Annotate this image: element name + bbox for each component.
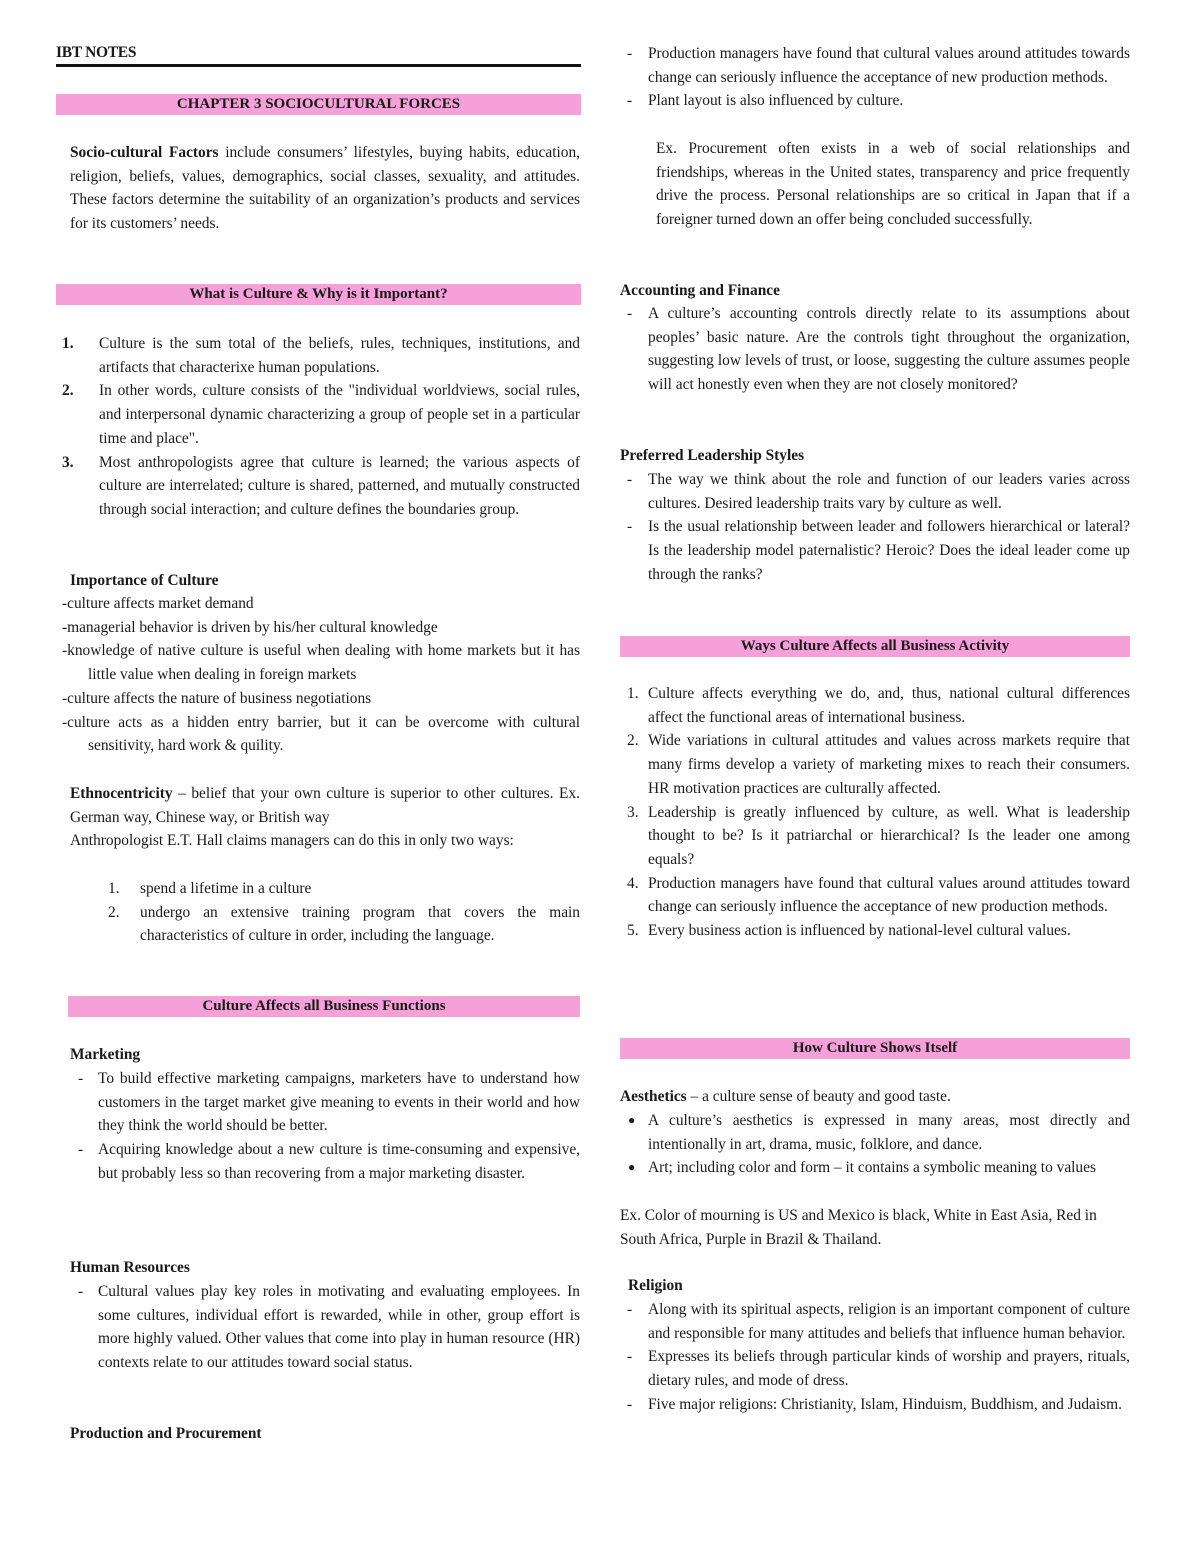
list-text: Production managers have found that cultural values around attitudes toward change can seriously influence the acceptance of new production methods. <box>648 874 1130 916</box>
list-item <box>56 332 580 379</box>
ethnocentricity-paragraph <box>70 782 580 853</box>
intro-paragraph <box>70 141 580 236</box>
list-text: Every business action is influenced by national-level cultural values. <box>648 922 1071 940</box>
production-heading: Production and Procurement <box>70 1425 262 1442</box>
list-text: undergo an extensive training program that covers the main characteristics of culture in order, including the language. <box>140 903 580 945</box>
list-number: 4. <box>627 874 639 892</box>
list-number: 1. <box>627 685 639 702</box>
list-number: 2. <box>62 382 74 400</box>
list-number: 5. <box>627 922 639 940</box>
hr-heading: Human Resources <box>70 1259 190 1276</box>
list-item: ● Art; including color and form – it contains a symbolic meaning to values <box>628 1159 1096 1177</box>
list-number: 1. <box>62 335 74 352</box>
list-text: Plant layout is also influenced by culture. <box>648 92 904 110</box>
header-rule <box>56 64 581 67</box>
list-item: - Is the usual relationship between leader and followers hierarchical or lateral? Is the leadership model paternalistic? Heroic? Does the ideal leader come up through the ranks? <box>627 518 1130 583</box>
list-text: Five major religions: Christianity, Islam, Hinduism, Buddhism, and Judaism. <box>648 1395 1122 1413</box>
accounting-heading: Accounting and Finance <box>620 282 780 299</box>
list-item: -culture affects market demand <box>62 595 254 612</box>
production-list <box>620 42 1130 113</box>
list-text: Culture affects everything we do, and, thus, national cultural differences affect the functional areas of international business. <box>648 685 1130 726</box>
list-number: 3. <box>62 453 74 471</box>
list-item: - A culture’s accounting controls directly relate to its assumptions about peoples’ basic nature. Are the controls tight throughout the organization, suggesting low levels of trust, or loose, suggesting the culture assumes people will act honestly even when they are not closely monitored? <box>627 305 1130 394</box>
religion-list <box>620 1298 1130 1417</box>
production-example: Ex. Procurement often exists in a web of social relationships and friendships, whereas in the United states, transparency and price frequently drive the process. Personal relationships are so critical in Japan that if a foreigner turned down an offer being concluded successfully. <box>656 140 1130 229</box>
list-item <box>620 729 1130 800</box>
business-functions-band: Culture Affects all Business Functions <box>68 996 580 1017</box>
leadership-heading: Preferred Leadership Styles <box>620 447 805 464</box>
hr-list <box>70 1280 580 1375</box>
list-item <box>620 872 1130 919</box>
ethnocentricity-term: Ethnocentricity <box>70 785 173 802</box>
list-number: 2. <box>627 732 639 750</box>
accounting-list <box>620 302 1130 397</box>
list-item <box>70 877 580 901</box>
list-item: - Cultural values play key roles in motivating and evaluating employees. In some cultures, individual effort is rewarded, while in other, group effort is more highly valued. Other values that come into play in human resource (HR) contexts relate to our attitudes toward social status. <box>78 1283 580 1372</box>
list-item <box>56 379 580 450</box>
list-item <box>620 801 1130 872</box>
ways-culture-list <box>620 682 1130 943</box>
what-is-culture-list <box>56 332 580 522</box>
list-text: Leadership is greatly influenced by culture, as well. What is leadership thought to be? Is it patriarchal or hierarchical? Is the leader one among equals? <box>648 803 1130 868</box>
list-text: Production managers have found that cultural values around attitudes towards change can seriously influence the acceptance of new production methods. <box>648 45 1130 86</box>
list-item <box>620 682 1130 729</box>
list-text: Most anthropologists agree that culture is learned; the various aspects of culture are interrelated; culture is shared, patterned, and mutually constructed through social interaction; and culture defines the boundaries group. <box>99 453 580 518</box>
marketing-list <box>70 1067 580 1186</box>
list-item: - Five major religions: Christianity, Islam, Hinduism, Buddhism, and Judaism. <box>627 1395 1122 1413</box>
intro-text: include consumers’ lifestyles, buying habits, education, religion, beliefs, values, demographics, social classes, sexuality, and attitudes. These factors determine the suitability of an organization’s products and services for its customers’ needs. <box>70 144 580 233</box>
ways-culture-band: Ways Culture Affects all Business Activity <box>620 636 1130 657</box>
list-item: ● A culture’s aesthetics is expressed in many areas, most directly and intentionally in art, drama, music, folklore, and dance. <box>628 1112 1130 1153</box>
list-text: To build effective marketing campaigns, marketers have to understand how customers in the target market give meaning to events in their world and how they think the world should be better. <box>98 1070 580 1135</box>
leadership-list <box>620 468 1130 587</box>
ethnocentricity-claim: Anthropologist E.T. Hall claims managers can do this in only two ways: <box>70 832 514 850</box>
aesthetics-text: – a culture sense of beauty and good taste. <box>686 1088 951 1105</box>
list-text: Along with its spiritual aspects, religion is an important component of culture and responsible for many attitudes and beliefs that influence human behavior. <box>648 1301 1130 1342</box>
intro-term: Socio-cultural Factors <box>70 144 219 161</box>
ethnocentricity-ways <box>70 877 580 948</box>
document-header: IBT NOTES <box>56 44 137 61</box>
list-text: A culture’s aesthetics is expressed in many areas, most directly and intentionally in art, drama, music, folklore, and dance. <box>648 1112 1130 1153</box>
aesthetics-term: Aesthetics <box>620 1088 687 1105</box>
list-text: Is the usual relationship between leader and followers hierarchical or lateral? Is the leadership model paternalistic? Heroic? Does the ideal leader come up through the ranks? <box>648 518 1130 583</box>
list-text: Acquiring knowledge about a new culture is time-consuming and expensive, but probably less so than recovering from a major marketing disaster. <box>98 1141 580 1182</box>
aesthetics-list <box>620 1109 1130 1180</box>
chapter-title-band: CHAPTER 3 SOCIOCULTURAL FORCES <box>56 94 581 115</box>
list-item: - To build effective marketing campaigns, marketers have to understand how customers in the target market give meaning to events in their world and how they think the world should be better. <box>78 1070 580 1135</box>
list-text: The way we think about the role and function of our leaders varies across cultures. Desired leadership traits vary by culture as well. <box>648 471 1130 512</box>
list-number: 2. <box>108 903 120 921</box>
list-item: -knowledge of native culture is useful when dealing with home markets but it has little value when dealing in foreign markets <box>62 642 580 684</box>
list-text: Expresses its beliefs through particular kinds of worship and prayers, rituals, dietary rules, and mode of dress. <box>648 1348 1130 1390</box>
aesthetics-paragraph <box>620 1085 1130 1109</box>
list-number: 1. <box>108 880 120 897</box>
importance-list <box>62 592 580 758</box>
list-item <box>56 451 580 522</box>
list-item <box>620 919 1130 943</box>
aesthetics-example: Ex. Color of mourning is US and Mexico is black, White in East Asia, Red in South Africa, Purple in Brazil & Thailand. <box>620 1207 1097 1248</box>
list-item: -managerial behavior is driven by his/her cultural knowledge <box>62 618 438 636</box>
what-is-culture-band: What is Culture & Why is it Important? <box>56 284 581 305</box>
list-item: - Production managers have found that cultural values around attitudes towards change can seriously influence the acceptance of new production methods. <box>627 45 1130 86</box>
religion-heading: Religion <box>628 1277 683 1294</box>
list-text: spend a lifetime in a culture <box>140 880 312 897</box>
list-item: - Plant layout is also influenced by culture. <box>627 92 904 110</box>
list-item <box>70 901 580 948</box>
list-item: - Acquiring knowledge about a new culture is time-consuming and expensive, but probably less so than recovering from a major marketing disaster. <box>78 1141 580 1182</box>
marketing-heading: Marketing <box>70 1046 141 1063</box>
list-number: 3. <box>627 803 639 821</box>
importance-heading: Importance of Culture <box>70 572 219 589</box>
list-item: - Expresses its beliefs through particular kinds of worship and prayers, rituals, dietary rules, and mode of dress. <box>627 1348 1130 1390</box>
list-item: -culture acts as a hidden entry barrier, but it can be overcome with cultural sensitivity, hard work & quility. <box>62 713 580 755</box>
list-text: Art; including color and form – it contains a symbolic meaning to values <box>648 1159 1096 1177</box>
list-item: -culture affects the nature of business negotiations <box>62 689 372 707</box>
list-text: In other words, culture consists of the "individual worldviews, social rules, and interpersonal dynamic characterizing a group of people set in a particular time and place". <box>99 382 580 447</box>
shows-itself-band: How Culture Shows Itself <box>620 1038 1130 1059</box>
list-text: Wide variations in cultural attitudes and values across markets require that many firms develop a variety of marketing mixes to reach their consumers. HR motivation practices are culturally affected. <box>648 732 1130 797</box>
list-item: - Along with its spiritual aspects, religion is an important component of culture and responsible for many attitudes and beliefs that influence human behavior. <box>627 1301 1130 1342</box>
list-text: A culture’s accounting controls directly relate to its assumptions about peoples’ basic nature. Are the controls tight throughout the organization, suggesting low levels of trust, or loose, suggesting the culture assumes people will act honestly even when they are not closely monitored? <box>648 305 1130 394</box>
list-item: - The way we think about the role and function of our leaders varies across cultures. Desired leadership traits vary by culture as well. <box>627 471 1130 512</box>
list-text: Cultural values play key roles in motivating and evaluating employees. In some cultures, individual effort is rewarded, while in other, group effort is more highly valued. Other values that come into play in human resource (HR) contexts relate to our attitudes toward social status. <box>98 1283 580 1372</box>
ethnocentricity-text: – belief that your own culture is superior to other cultures. Ex. German way, Chinese way, or British way <box>70 785 580 826</box>
list-text: Culture is the sum total of the beliefs, rules, techniques, institutions, and artifacts that characterixe human populations. <box>99 335 580 376</box>
